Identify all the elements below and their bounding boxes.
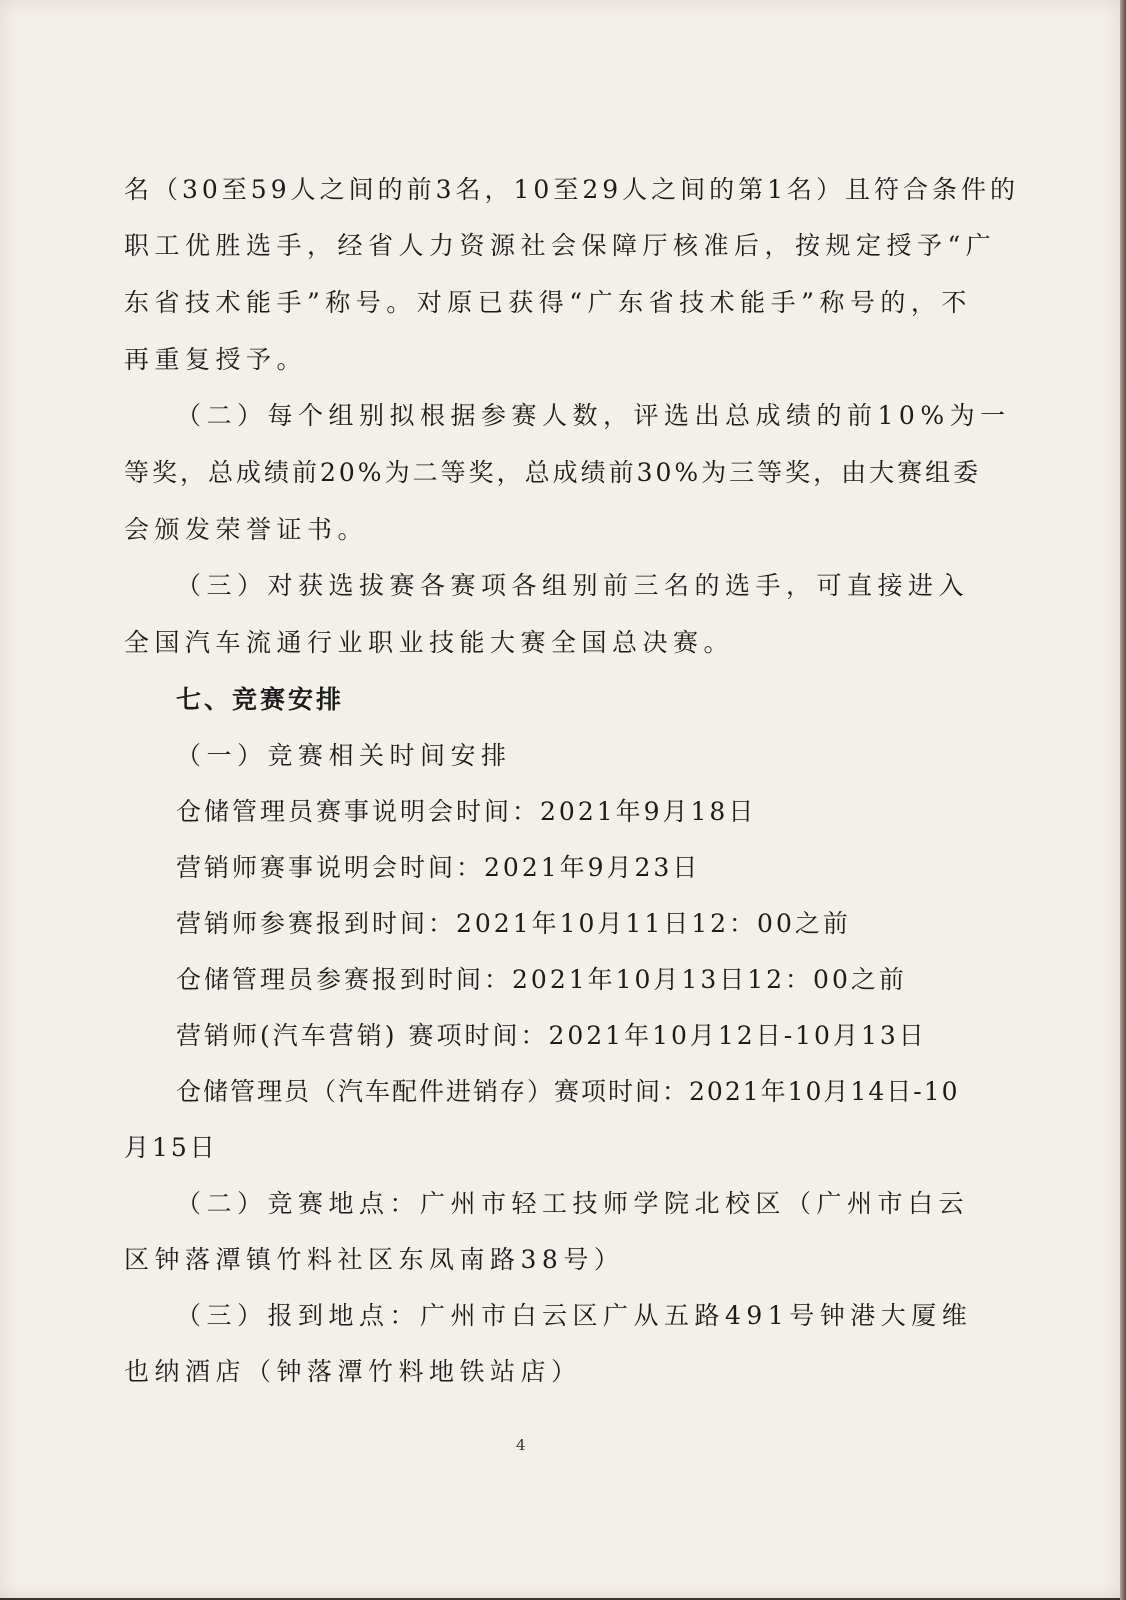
page-number: 4 (516, 1436, 526, 1454)
award-rule-2-line-3: 会颁发荣誉证书。 (124, 515, 369, 544)
award-rule-1-line-4: 再重复授予。 (124, 345, 308, 374)
award-rule-3-line-2: 全国汽车流通行业职业技能大赛全国总决赛。 (124, 628, 735, 657)
section-7-heading: 七、竞赛安排 (176, 685, 345, 714)
schedule-item: 营销师(汽车营销) 赛项时间：2021年10月12日-10月13日 (176, 1021, 927, 1050)
page-edge (1120, 0, 1126, 1600)
award-rule-1-line-2: 职工优胜选手，经省人力资源社会保障厅核准后，按规定授予“广 (124, 231, 997, 260)
award-rule-2-line-2: 等奖，总成绩前20%为二等奖，总成绩前30%为三等奖，由大赛组委 (124, 458, 982, 487)
schedule-item-continued: 月15日 (124, 1133, 218, 1162)
award-rule-2-line-1: （二）每个组别拟根据参赛人数，评选出总成绩的前10%为一 (176, 401, 1011, 430)
award-rule-3-line-1: （三）对获选拔赛各赛项各组别前三名的选手，可直接进入 (176, 571, 970, 600)
schedule-item: 营销师参赛报到时间：2021年10月11日12：00之前 (176, 909, 851, 938)
venue-line-2: 区钟落潭镇竹料社区东凤南路38号） (124, 1245, 625, 1274)
schedule-item: 营销师赛事说明会时间：2021年9月23日 (176, 853, 701, 882)
checkin-line-2: 也纳酒店（钟落潭竹料地铁站店） (124, 1357, 582, 1386)
schedule-subheading: （一）竞赛相关时间安排 (176, 741, 512, 770)
schedule-item: 仓储管理员（汽车配件进销存）赛项时间：2021年10月14日-10 (176, 1077, 960, 1106)
checkin-line-1: （三）报到地点：广州市白云区广从五路491号钟港大厦维 (176, 1301, 973, 1330)
schedule-item: 仓储管理员赛事说明会时间：2021年9月18日 (176, 797, 757, 826)
award-rule-1-line-1: 名（30至59人之间的前3名，10至29人之间的第1名）且符合条件的 (124, 175, 1020, 204)
venue-line-1: （二）竞赛地点：广州市轻工技师学院北校区（广州市白云 (176, 1189, 970, 1218)
schedule-item: 仓储管理员参赛报到时间：2021年10月13日12：00之前 (176, 965, 907, 994)
award-rule-1-line-3: 东省技术能手”称号。对原已获得“广东省技术能手”称号的，不 (124, 288, 972, 317)
